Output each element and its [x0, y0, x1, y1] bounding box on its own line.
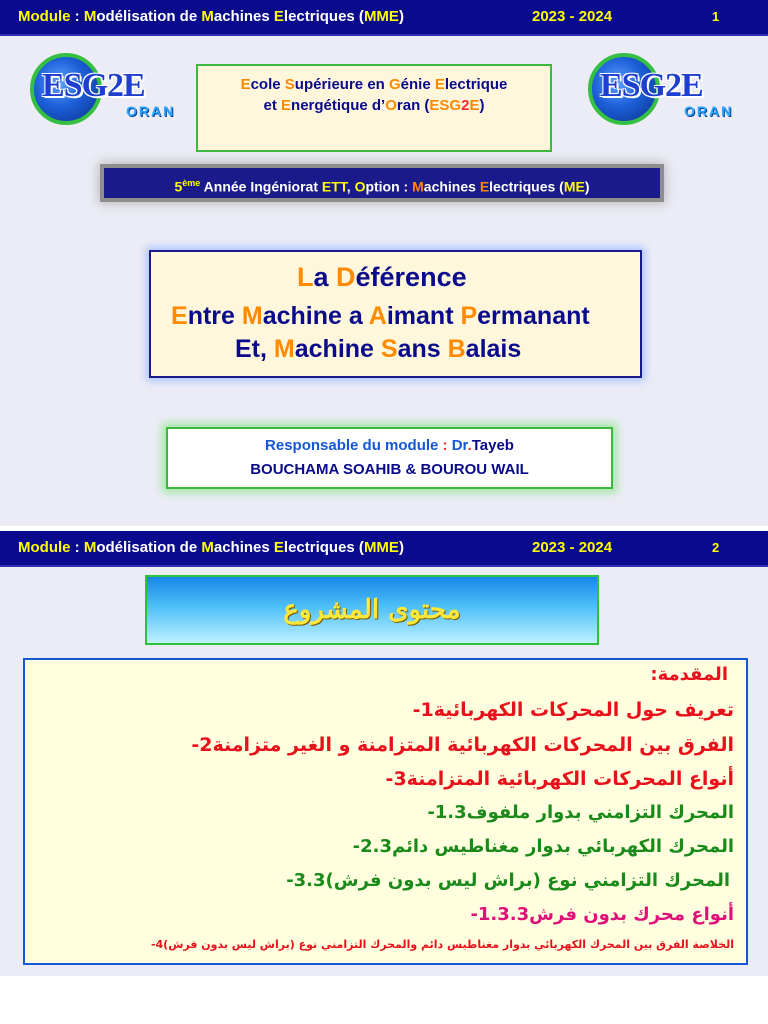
logo-text: ESG2E [42, 67, 145, 104]
program-banner: 5ème Année Ingéniorat ETT, Option : Machines Electriques (ME) [104, 168, 660, 198]
logo-subtext: ORAN [126, 103, 176, 119]
list-item: الفرق بين المحركات الكهربائية المتزامنة و الغير متزامنة -2 [184, 734, 734, 756]
slide-header [0, 531, 768, 567]
school-name-line-2: et Energétique d’Oran (ESG2E) [263, 97, 485, 114]
contents-title: محتوى المشروع [283, 595, 461, 625]
list-item: أنواع المحركات الكهربائية المتزامنة -3 [378, 768, 734, 790]
authors-line: BOUCHAMA SOAHIB & BOUROU WAIL [250, 461, 529, 478]
title-line-3: Et, Machine Sans Balais [235, 335, 522, 363]
list-item: المحرك التزامني بدوار ملفوف -1.3 [421, 802, 734, 823]
contents-banner [145, 575, 599, 645]
list-item: المحرك التزامني نوع (براش ليس بدون فرش)-3.3 [286, 870, 730, 891]
academic-year: 2023 - 2024 [532, 539, 613, 556]
list-item: أنواع محرك بدون فرش-1.3.3 [470, 904, 734, 925]
logo-text: ESG2E [600, 67, 703, 104]
page-number: 2 [712, 540, 720, 555]
module-title: Module : Modélisation de Machines Electriques (MME) [18, 539, 404, 556]
module-title: Module : Modélisation de Machines Electriques (MME) [18, 8, 404, 25]
school-name-line-1: Ecole Supérieure en Génie Electrique [240, 76, 508, 93]
slide-header [0, 0, 768, 36]
academic-year: 2023 - 2024 [532, 8, 613, 25]
responsable-line: Responsable du module : Dr.Tayeb [265, 437, 514, 454]
page-number: 1 [712, 9, 720, 24]
list-item: المحرك الكهربائي بدوار مغناطيس دائم -2.3 [346, 836, 734, 857]
slide-2 [0, 531, 768, 976]
esg2e-logo-icon [30, 53, 190, 129]
list-item: تعريف حول المحركات الكهربائية -1 [405, 699, 734, 721]
presentation-title-box [149, 250, 642, 378]
title-line-1: La Déférence [297, 262, 467, 292]
esg2e-logo-icon [588, 53, 748, 129]
contents-box [23, 658, 748, 965]
logo-subtext: ORAN [684, 103, 734, 119]
list-item: المقدمة : [644, 664, 728, 685]
list-item: الخلاصة الفرق بين المحرك الكهربائي بدوار مغناطيس دائم والمحرك التزامني نوع (براش ليس بدون فرش) -4 [147, 938, 734, 951]
title-line-2: Entre Machine a Aimant Permanant [171, 302, 590, 330]
school-name-box [196, 64, 552, 152]
responsable-box [166, 427, 613, 489]
